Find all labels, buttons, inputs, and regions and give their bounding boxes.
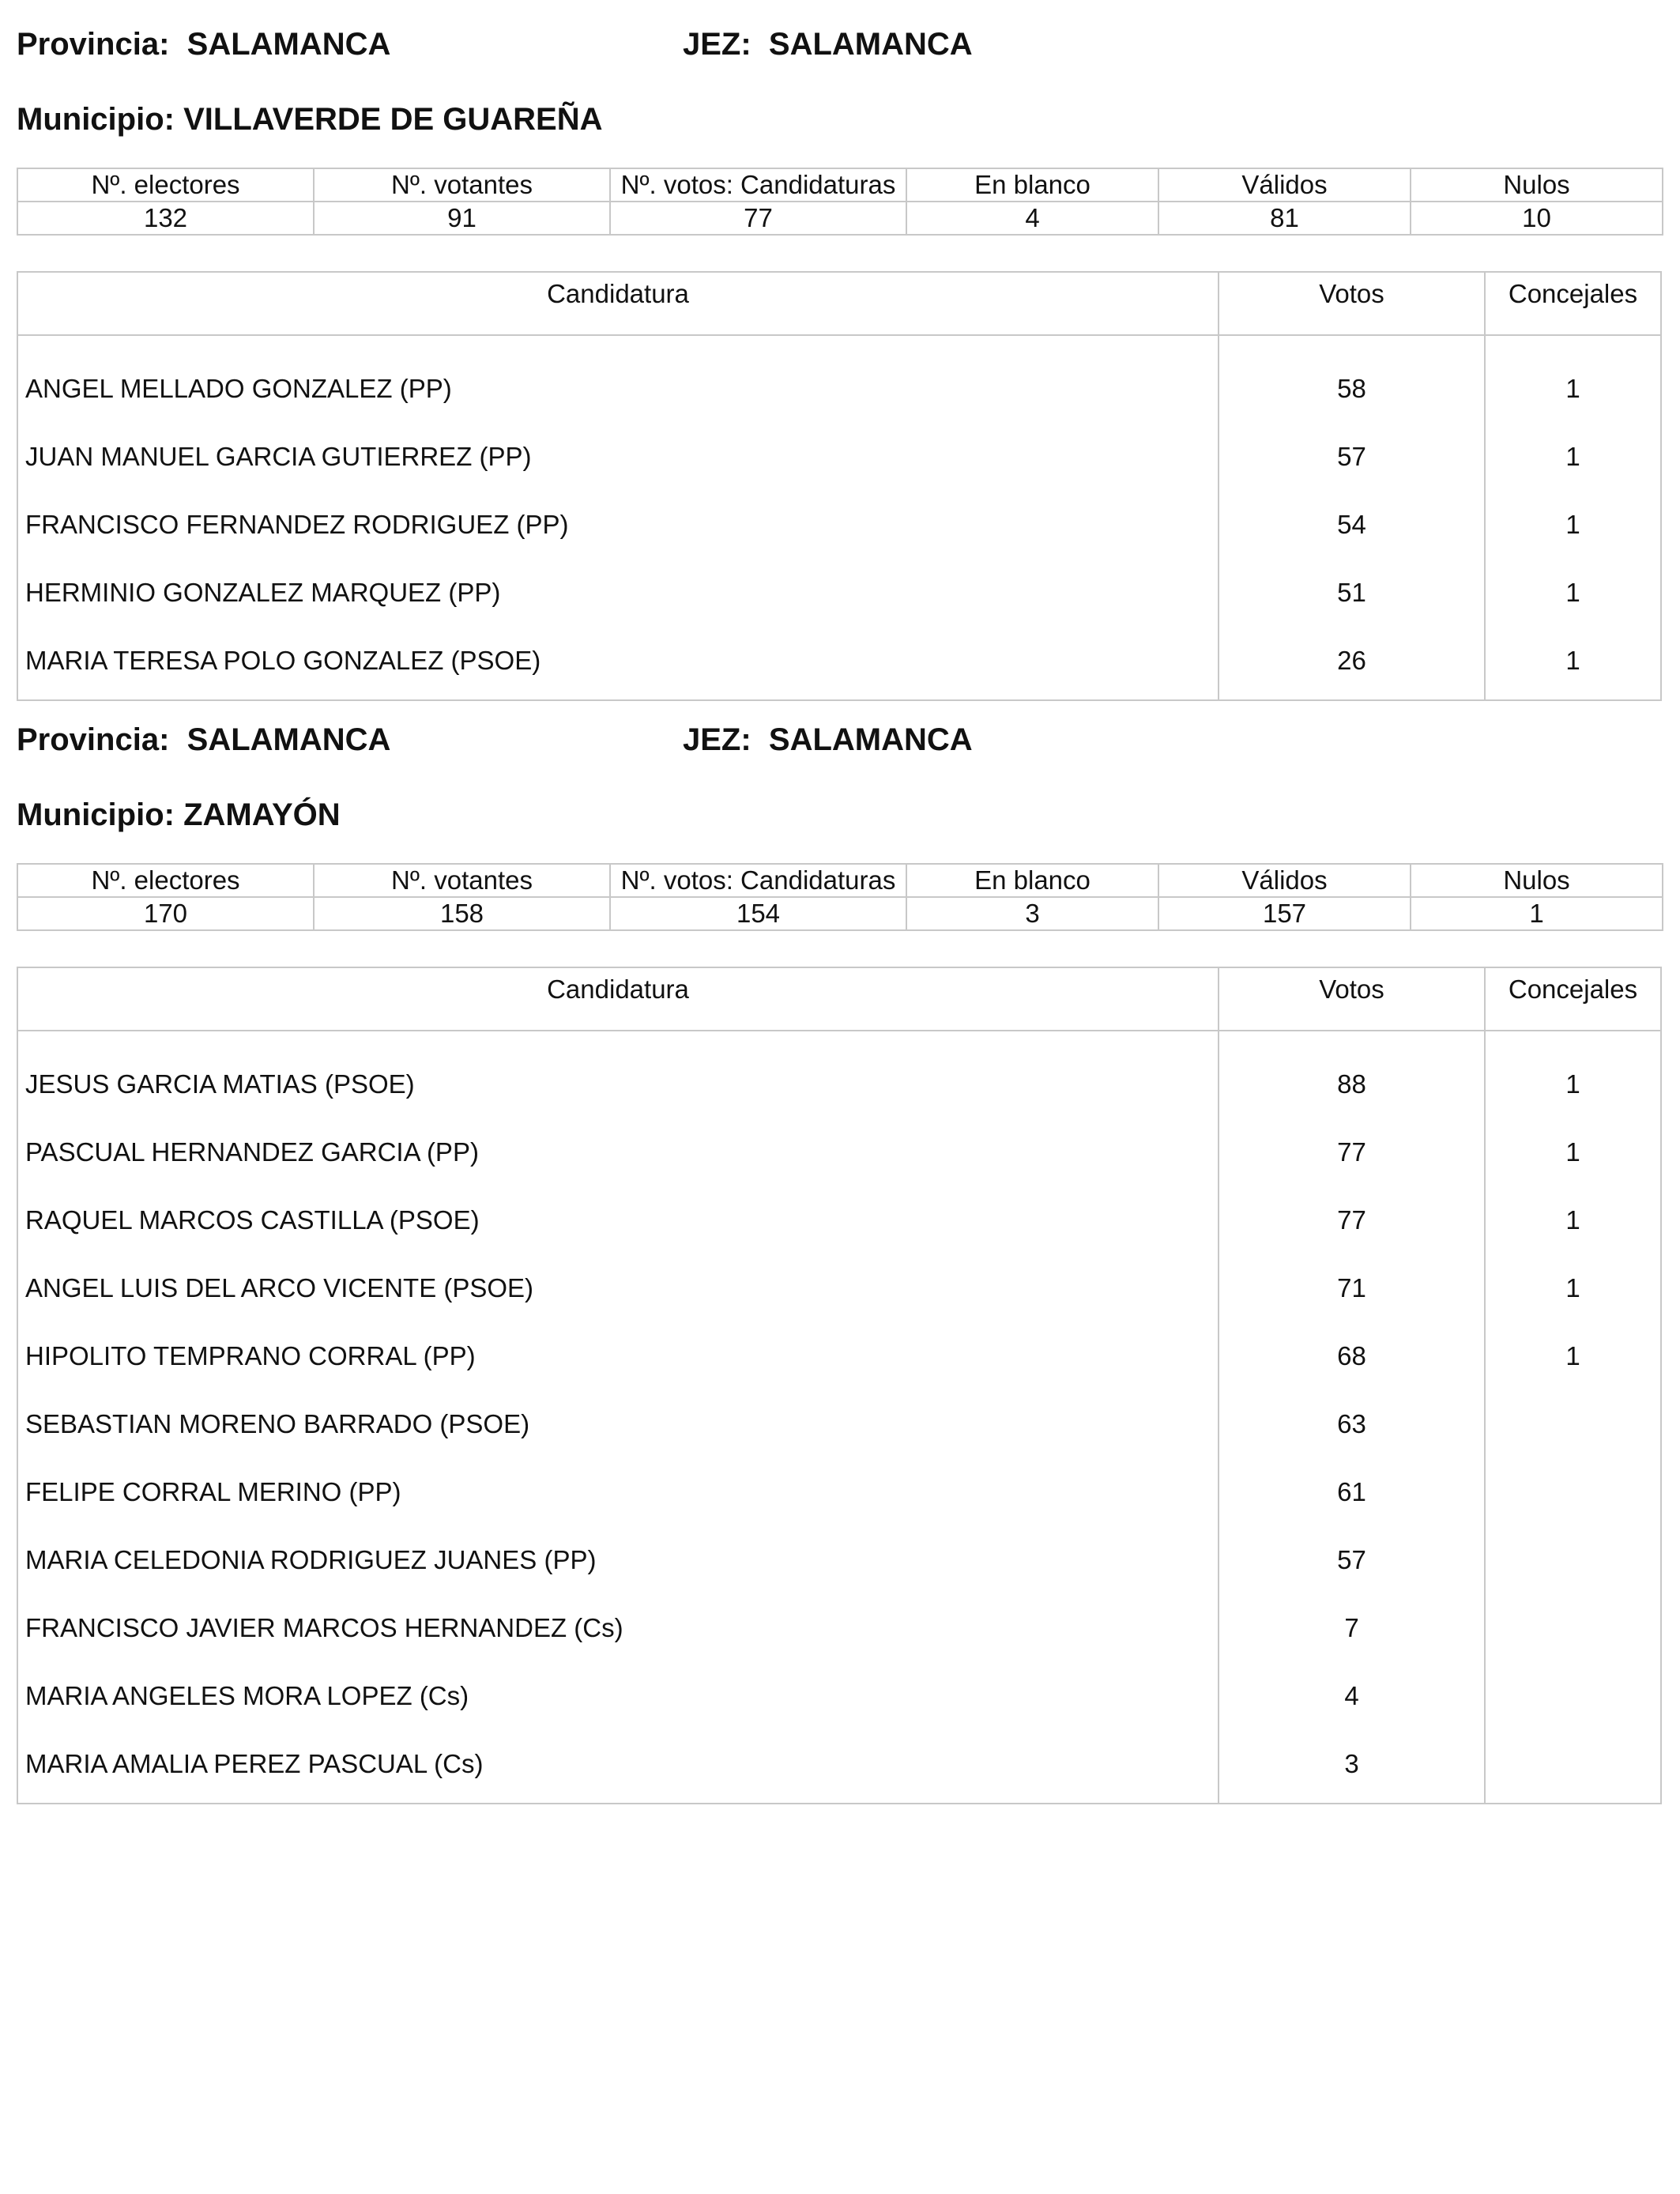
candidate-concejales bbox=[1486, 1526, 1660, 1594]
stats-value-row bbox=[17, 202, 1663, 235]
candidates-header-row bbox=[18, 273, 1660, 336]
stats-header-cell: Nulos bbox=[1411, 864, 1663, 897]
municipio-value: ZAMAYÓN bbox=[183, 797, 341, 832]
candidates-body bbox=[18, 336, 1660, 699]
stats-header-cell: Nº. votantes bbox=[314, 168, 610, 202]
municipio-heading bbox=[17, 100, 603, 138]
jez-heading bbox=[683, 25, 973, 63]
candidate-name: FRANCISCO JAVIER MARCOS HERNANDEZ (Cs) bbox=[25, 1613, 623, 1642]
candidate-concejales bbox=[1486, 1594, 1660, 1662]
stats-table bbox=[17, 168, 1663, 236]
candidate-concejales-column bbox=[1486, 1031, 1660, 1803]
candidate-name: MARIA ANGELES MORA LOPEZ (Cs) bbox=[25, 1681, 469, 1710]
stats-header-cell: Válidos bbox=[1158, 864, 1411, 897]
header-candidatura: Candidatura bbox=[18, 968, 1219, 1030]
jez-value: SALAMANCA bbox=[768, 722, 973, 757]
stats-value-cell: 154 bbox=[610, 897, 906, 930]
candidate-concejales bbox=[1486, 1730, 1660, 1798]
stats-header-row bbox=[17, 168, 1663, 202]
municipio-label: Municipio: bbox=[17, 797, 175, 832]
stats-value-cell: 81 bbox=[1158, 202, 1411, 235]
candidate-votes: 61 bbox=[1337, 1477, 1366, 1506]
stats-value-cell: 132 bbox=[17, 202, 314, 235]
candidate-name: ANGEL LUIS DEL ARCO VICENTE (PSOE) bbox=[25, 1273, 534, 1302]
stats-value-cell: 10 bbox=[1411, 202, 1663, 235]
stats-header-cell: Nº. votos: Candidaturas bbox=[610, 864, 906, 897]
candidate-name: HIPOLITO TEMPRANO CORRAL (PP) bbox=[25, 1341, 476, 1370]
candidate-name: MARIA AMALIA PEREZ PASCUAL (Cs) bbox=[25, 1749, 484, 1778]
candidate-votes: 57 bbox=[1337, 442, 1366, 471]
candidate-concejales: 1 bbox=[1565, 1341, 1580, 1370]
candidate-concejales: 1 bbox=[1565, 1069, 1580, 1099]
stats-value-cell: 170 bbox=[17, 897, 314, 930]
candidate-votes: 88 bbox=[1337, 1069, 1366, 1099]
candidate-votes: 77 bbox=[1337, 1137, 1366, 1167]
candidate-name: MARIA CELEDONIA RODRIGUEZ JUANES (PP) bbox=[25, 1545, 597, 1574]
provincia-value: SALAMANCA bbox=[186, 722, 391, 757]
candidate-votes: 77 bbox=[1337, 1205, 1366, 1235]
candidate-names-column bbox=[18, 336, 1219, 699]
candidate-votes: 63 bbox=[1337, 1409, 1366, 1438]
candidate-votes: 7 bbox=[1344, 1613, 1359, 1642]
candidate-name: HERMINIO GONZALEZ MARQUEZ (PP) bbox=[25, 578, 501, 607]
candidate-votes: 71 bbox=[1337, 1273, 1366, 1302]
stats-table bbox=[17, 863, 1663, 931]
stats-header-cell: Nº. electores bbox=[17, 168, 314, 202]
header-votos: Votos bbox=[1219, 273, 1486, 334]
stats-header-cell: Nulos bbox=[1411, 168, 1663, 202]
jez-label: JEZ: bbox=[683, 722, 751, 757]
stats-value-cell: 4 bbox=[906, 202, 1158, 235]
candidate-votes: 54 bbox=[1337, 510, 1366, 539]
candidate-votes: 3 bbox=[1344, 1749, 1359, 1778]
candidate-votes-column bbox=[1219, 1031, 1486, 1803]
municipio-value: VILLAVERDE DE GUAREÑA bbox=[183, 102, 603, 137]
candidate-name: RAQUEL MARCOS CASTILLA (PSOE) bbox=[25, 1205, 480, 1235]
candidate-concejales: 1 bbox=[1565, 510, 1580, 539]
provincia-label: Provincia: bbox=[17, 722, 170, 757]
municipio-heading bbox=[17, 796, 341, 834]
candidates-table bbox=[17, 271, 1662, 701]
stats-value-cell: 91 bbox=[314, 202, 610, 235]
header-concejales: Concejales bbox=[1508, 279, 1638, 308]
stats-value-cell: 77 bbox=[610, 202, 906, 235]
stats-header-cell: En blanco bbox=[906, 864, 1158, 897]
candidate-concejales: 1 bbox=[1565, 442, 1580, 471]
stats-value-cell: 1 bbox=[1411, 897, 1663, 930]
candidate-votes: 4 bbox=[1344, 1681, 1359, 1710]
stats-header-cell: En blanco bbox=[906, 168, 1158, 202]
candidate-votes: 51 bbox=[1337, 578, 1366, 607]
provincia-heading bbox=[17, 25, 390, 63]
stats-header-cell: Válidos bbox=[1158, 168, 1411, 202]
candidate-votes: 26 bbox=[1337, 646, 1366, 675]
header-concejales: Concejales bbox=[1508, 974, 1638, 1004]
jez-value: SALAMANCA bbox=[768, 27, 973, 62]
candidates-table bbox=[17, 967, 1662, 1804]
candidate-votes: 57 bbox=[1337, 1545, 1366, 1574]
candidate-votes: 68 bbox=[1337, 1341, 1366, 1370]
header-candidatura: Candidatura bbox=[18, 273, 1219, 334]
candidate-votes: 58 bbox=[1337, 374, 1366, 403]
candidate-names-column bbox=[18, 1031, 1219, 1803]
candidates-header-row bbox=[18, 968, 1660, 1031]
candidate-name: MARIA TERESA POLO GONZALEZ (PSOE) bbox=[25, 646, 541, 675]
candidate-votes-column bbox=[1219, 336, 1486, 699]
candidate-concejales: 1 bbox=[1565, 1205, 1580, 1235]
jez-heading bbox=[683, 721, 973, 759]
jez-label: JEZ: bbox=[683, 27, 751, 62]
candidate-name: FRANCISCO FERNANDEZ RODRIGUEZ (PP) bbox=[25, 510, 569, 539]
provincia-value: SALAMANCA bbox=[186, 27, 391, 62]
stats-header-cell: Nº. votantes bbox=[314, 864, 610, 897]
stats-header-cell: Nº. votos: Candidaturas bbox=[610, 168, 906, 202]
candidate-concejales: 1 bbox=[1565, 1137, 1580, 1167]
stats-value-cell: 3 bbox=[906, 897, 1158, 930]
stats-value-cell: 157 bbox=[1158, 897, 1411, 930]
candidate-name: JESUS GARCIA MATIAS (PSOE) bbox=[25, 1069, 415, 1099]
candidate-concejales bbox=[1486, 1662, 1660, 1730]
stats-header-cell: Nº. electores bbox=[17, 864, 314, 897]
candidate-concejales: 1 bbox=[1565, 646, 1580, 675]
candidate-name: JUAN MANUEL GARCIA GUTIERREZ (PP) bbox=[25, 442, 532, 471]
candidate-concejales: 1 bbox=[1565, 578, 1580, 607]
provincia-label: Provincia: bbox=[17, 27, 170, 62]
stats-value-row bbox=[17, 897, 1663, 930]
candidate-concejales bbox=[1486, 1390, 1660, 1458]
candidates-body bbox=[18, 1031, 1660, 1803]
candidate-concejales: 1 bbox=[1565, 1273, 1580, 1302]
candidate-concejales bbox=[1486, 1458, 1660, 1526]
stats-header-row bbox=[17, 864, 1663, 897]
candidate-name: ANGEL MELLADO GONZALEZ (PP) bbox=[25, 374, 452, 403]
candidate-concejales: 1 bbox=[1565, 374, 1580, 403]
candidate-name: PASCUAL HERNANDEZ GARCIA (PP) bbox=[25, 1137, 479, 1167]
candidate-concejales-column bbox=[1486, 336, 1660, 699]
header-votos: Votos bbox=[1219, 968, 1486, 1030]
stats-value-cell: 158 bbox=[314, 897, 610, 930]
provincia-heading bbox=[17, 721, 390, 759]
municipio-label: Municipio: bbox=[17, 102, 175, 137]
candidate-name: SEBASTIAN MORENO BARRADO (PSOE) bbox=[25, 1409, 530, 1438]
candidate-name: FELIPE CORRAL MERINO (PP) bbox=[25, 1477, 401, 1506]
